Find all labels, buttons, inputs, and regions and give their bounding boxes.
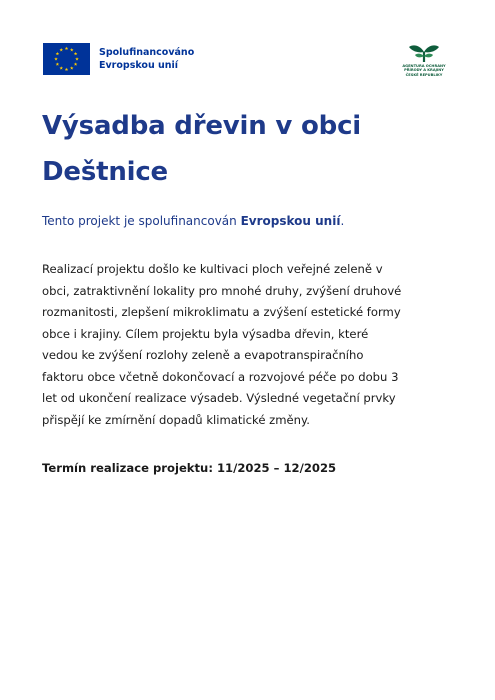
description-line: let od ukončení realizace výsadeb. Výsledné vegetační prvky [42,391,396,405]
description-line: obce i krajiny. Cílem projektu byla výsadba dřevin, které [42,326,369,341]
intro-suffix: . [340,214,345,228]
eu-star-icon [74,52,78,55]
eu-cofinanced-text [99,46,194,72]
agency-logo [396,43,452,77]
eu-star-icon [56,52,60,55]
title-line2: Deštnice [42,157,168,187]
agency-line: ČESKÉ REPUBLIKY [405,72,443,77]
page-header [43,43,452,77]
eu-star-icon [75,57,79,60]
eu-cofinanced-logo [43,43,194,75]
eu-star-icon [70,48,74,51]
leaf-sprout-icon [408,43,440,63]
eu-star-icon [54,57,58,60]
eu-text-line1: Spolufinancováno [99,47,195,58]
eu-star-icon [65,68,69,71]
intro-prefix: Tento projekt je spolufinancován [42,214,241,228]
cofinancing-statement [42,212,462,230]
eu-star-icon [70,66,74,69]
description-line: přispějí ke zmírnění dopadů klimatické změny. [42,412,310,427]
eu-star-icon [65,47,69,50]
intro-eu: Evropskou unií [240,214,341,228]
title-line1: Výsadba dřevin v obci [42,111,361,141]
agency-line: PŘÍRODY A KRAJINY [404,68,444,73]
eu-star-icon [59,66,63,69]
agency-line: AGENTURA OCHRANY [402,64,446,68]
project-term: Termín realizace projektu: 11/2025 – 12/2025 [42,461,337,475]
description-line: Realizací projektu došlo ke kultivaci ploch veřejné zeleně v [42,262,383,276]
project-description [42,259,462,431]
description-line: rozmanitosti, zlepšení mikroklimatu a zvýšení estetické formy [42,305,401,319]
description-line: faktoru obce včetně dokončovací a rozvojové péče po dobu 3 [42,369,399,384]
page-title [42,103,462,195]
description-line: vedou ke zvýšení rozlohy zeleně a evapotranspiračního [42,348,364,362]
eu-star-icon [74,62,78,65]
eu-text-line2: Evropskou unií [99,60,179,71]
agency-name [402,64,445,77]
eu-star-icon [59,48,63,51]
description-line: obci, zatraktivnění lokality pro mnohé druhy, zvýšení druhové [42,283,402,298]
eu-stars-icon [43,43,90,75]
eu-flag-icon [43,43,90,75]
eu-star-icon [56,62,60,65]
